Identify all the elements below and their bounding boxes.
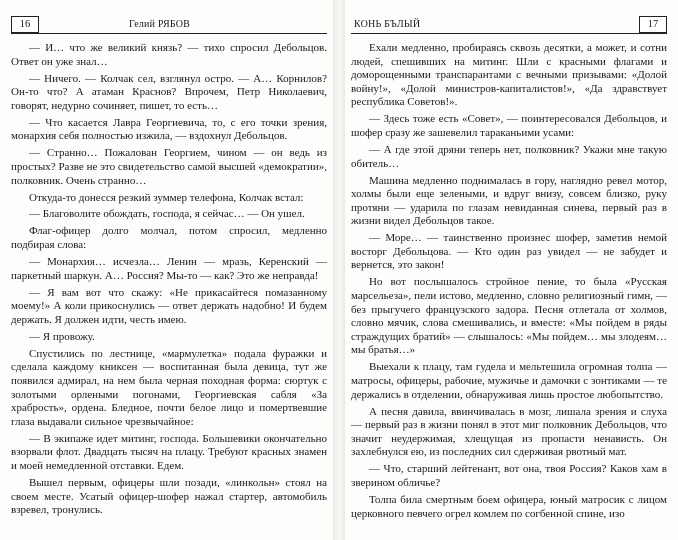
paragraph: Машина медленно поднималась в гору, наглядно ревел мотор, холмы были еще зелеными, и вдруг внизу, совсем близко, руку протяни — ударила по глазам невиданная синева, первый раз в жизни видел Дебольцов такое. [351, 174, 667, 228]
left-header-rule [11, 33, 327, 34]
left-page-header [11, 16, 327, 33]
paragraph: Спустились по лестнице, «мармулетка» подала фуражки и сделала каждому книксен — воспитанная была девица, тут же появился адмирал, на нем была черная походная форма: сюртук с золотыми орлеными погонами, Георгиевская сабля «За храбрость», ордена. Бледное, почти белое лицо и помертвевшие глаза выдавали сильное чрезвычайное: [11, 347, 327, 428]
paragraph: Флаг-офицер долго молчал, потом спросил, медленно подбирая слова: [11, 225, 327, 252]
paragraph: — Монархия… исчезла… Ленин — мразь, Керенский — паркетный шаркун. А… Россия? Мы-то — как? Это же неправда! [11, 256, 327, 282]
paragraph: Но вот послышалось стройное пение, то была «Русская марсельеза», пели истово, медленно, словно религиозный гимн, — без прыгучего французского задора. Песня отлетала от холмов, словно мячик, слова смешивались, и вместе: «Мы пойдем в ряды страждущих братий» — слышалось: «Мы пойдем… мы злодеям… мы братья…» [351, 276, 667, 357]
right-running-head: КОНЬ БЪЛЫЙ [354, 19, 421, 30]
right-page-body [351, 42, 667, 525]
left-page-number: 16 [11, 16, 39, 33]
paragraph: — Что касается Лавра Георгиевича, то, с его точки зрения, монархия себя полностью изжила, — вздохнул Дебольцов. [11, 116, 327, 143]
left-running-head: Гелий РЯБОВ [129, 19, 191, 30]
paragraph: Выехали к плацу, там гудела и мельтешила огромная толпа — матросы, офицеры, рабочие, мужичье и дамочки с зонтиками — те держались в отделении, обнаруживая лишь простое любопытство. [351, 361, 667, 401]
paragraph: — А где этой дряни теперь нет, полковник? Укажи мне такую обитель… [351, 143, 667, 170]
right-page-number: 17 [639, 16, 667, 33]
paragraph: — Благоволите обождать, господа, я сейчас… — Он ушел. [29, 208, 305, 221]
paragraph: Толпа била смертным боем офицера, юный матросик с лицом церковного певчего огрел комлем по согбенной спине, изо [351, 493, 667, 520]
paragraph: — И… что же великий князь? — тихо спросил Дебольцов. Ответ он уже знал… [11, 42, 327, 68]
paragraph: — Море… — таинственно произнес шофер, заметив немой восторг Дебольцова. — Кто один раз увидел — не забудет и вернется, это закон! [351, 232, 667, 272]
right-page-header [351, 16, 667, 33]
book-gutter [333, 0, 345, 540]
right-header-rule [351, 33, 667, 34]
paragraph: — Ничего. — Колчак сел, взглянул остро. — А… Корнилов? Он-то что? А атаман Краснов? Впрочем, Петр Николаевич, говорят, недурно сочиняет, пишет, то есть… [11, 72, 327, 112]
paragraph: А песня давила, ввинчивалась в мозг, лишала зрения и слуха — первый раз в жизни понял в этот миг полковник Дебольцов, что значит неудержимая, хлещущая из пропасти ненависть. Он захлебнулся ею, из последних сил сдерживая рвотный мат. [351, 405, 667, 459]
paragraph: — Я вам вот что скажу: «Не прикасайтеся помазанному моему!» А коли прикоснулись — ответ держать надобно! И будем держать. Я должен идти, честь имею. [11, 286, 327, 326]
paragraph: Откуда-то донесся резкий зуммер телефона, Колчак встал: [29, 191, 304, 204]
paragraph: Ехали медленно, пробираясь сквозь десятки, а может, и сотни людей, спешивших на митинг. Шли с красными флагами и доморощенными транспарантами с вечными призывами: «Долой войну!», «Долой министров-капиталистов!», «Да здравствует республика Советов!». [351, 42, 667, 109]
paragraph: — В экипаже идет митинг, господа. Большевики окончательно взорвали флот. Двадцать тысяч на плацу. Требуют красных знамен и моей немедленной отставки. Едем. [11, 432, 327, 472]
left-page [0, 0, 333, 540]
paragraph: — Что, старший лейтенант, вот она, твоя Россия? Каков хам в зверином обличье? [351, 463, 667, 489]
paragraph: — Я провожу. [29, 330, 95, 343]
paragraph: Вышел первым, офицеры шли позади, «линкольн» стоял на своем месте. Усатый офицер-шофер нажал стартер, автомобиль взревел, тронулись. [11, 476, 327, 517]
right-page [345, 0, 678, 540]
paragraph: — Странно… Пожалован Георгием, чином — он ведь из простых? Разве не это свидетельство самой высшей «демократии», полковник. Очень странно… [11, 147, 327, 187]
left-page-body [11, 42, 327, 521]
paragraph: — Здесь тоже есть «Совет», — поинтересовался Дебольцов, и шофер сразу же зашевелил тараканьими усами: [351, 113, 667, 139]
